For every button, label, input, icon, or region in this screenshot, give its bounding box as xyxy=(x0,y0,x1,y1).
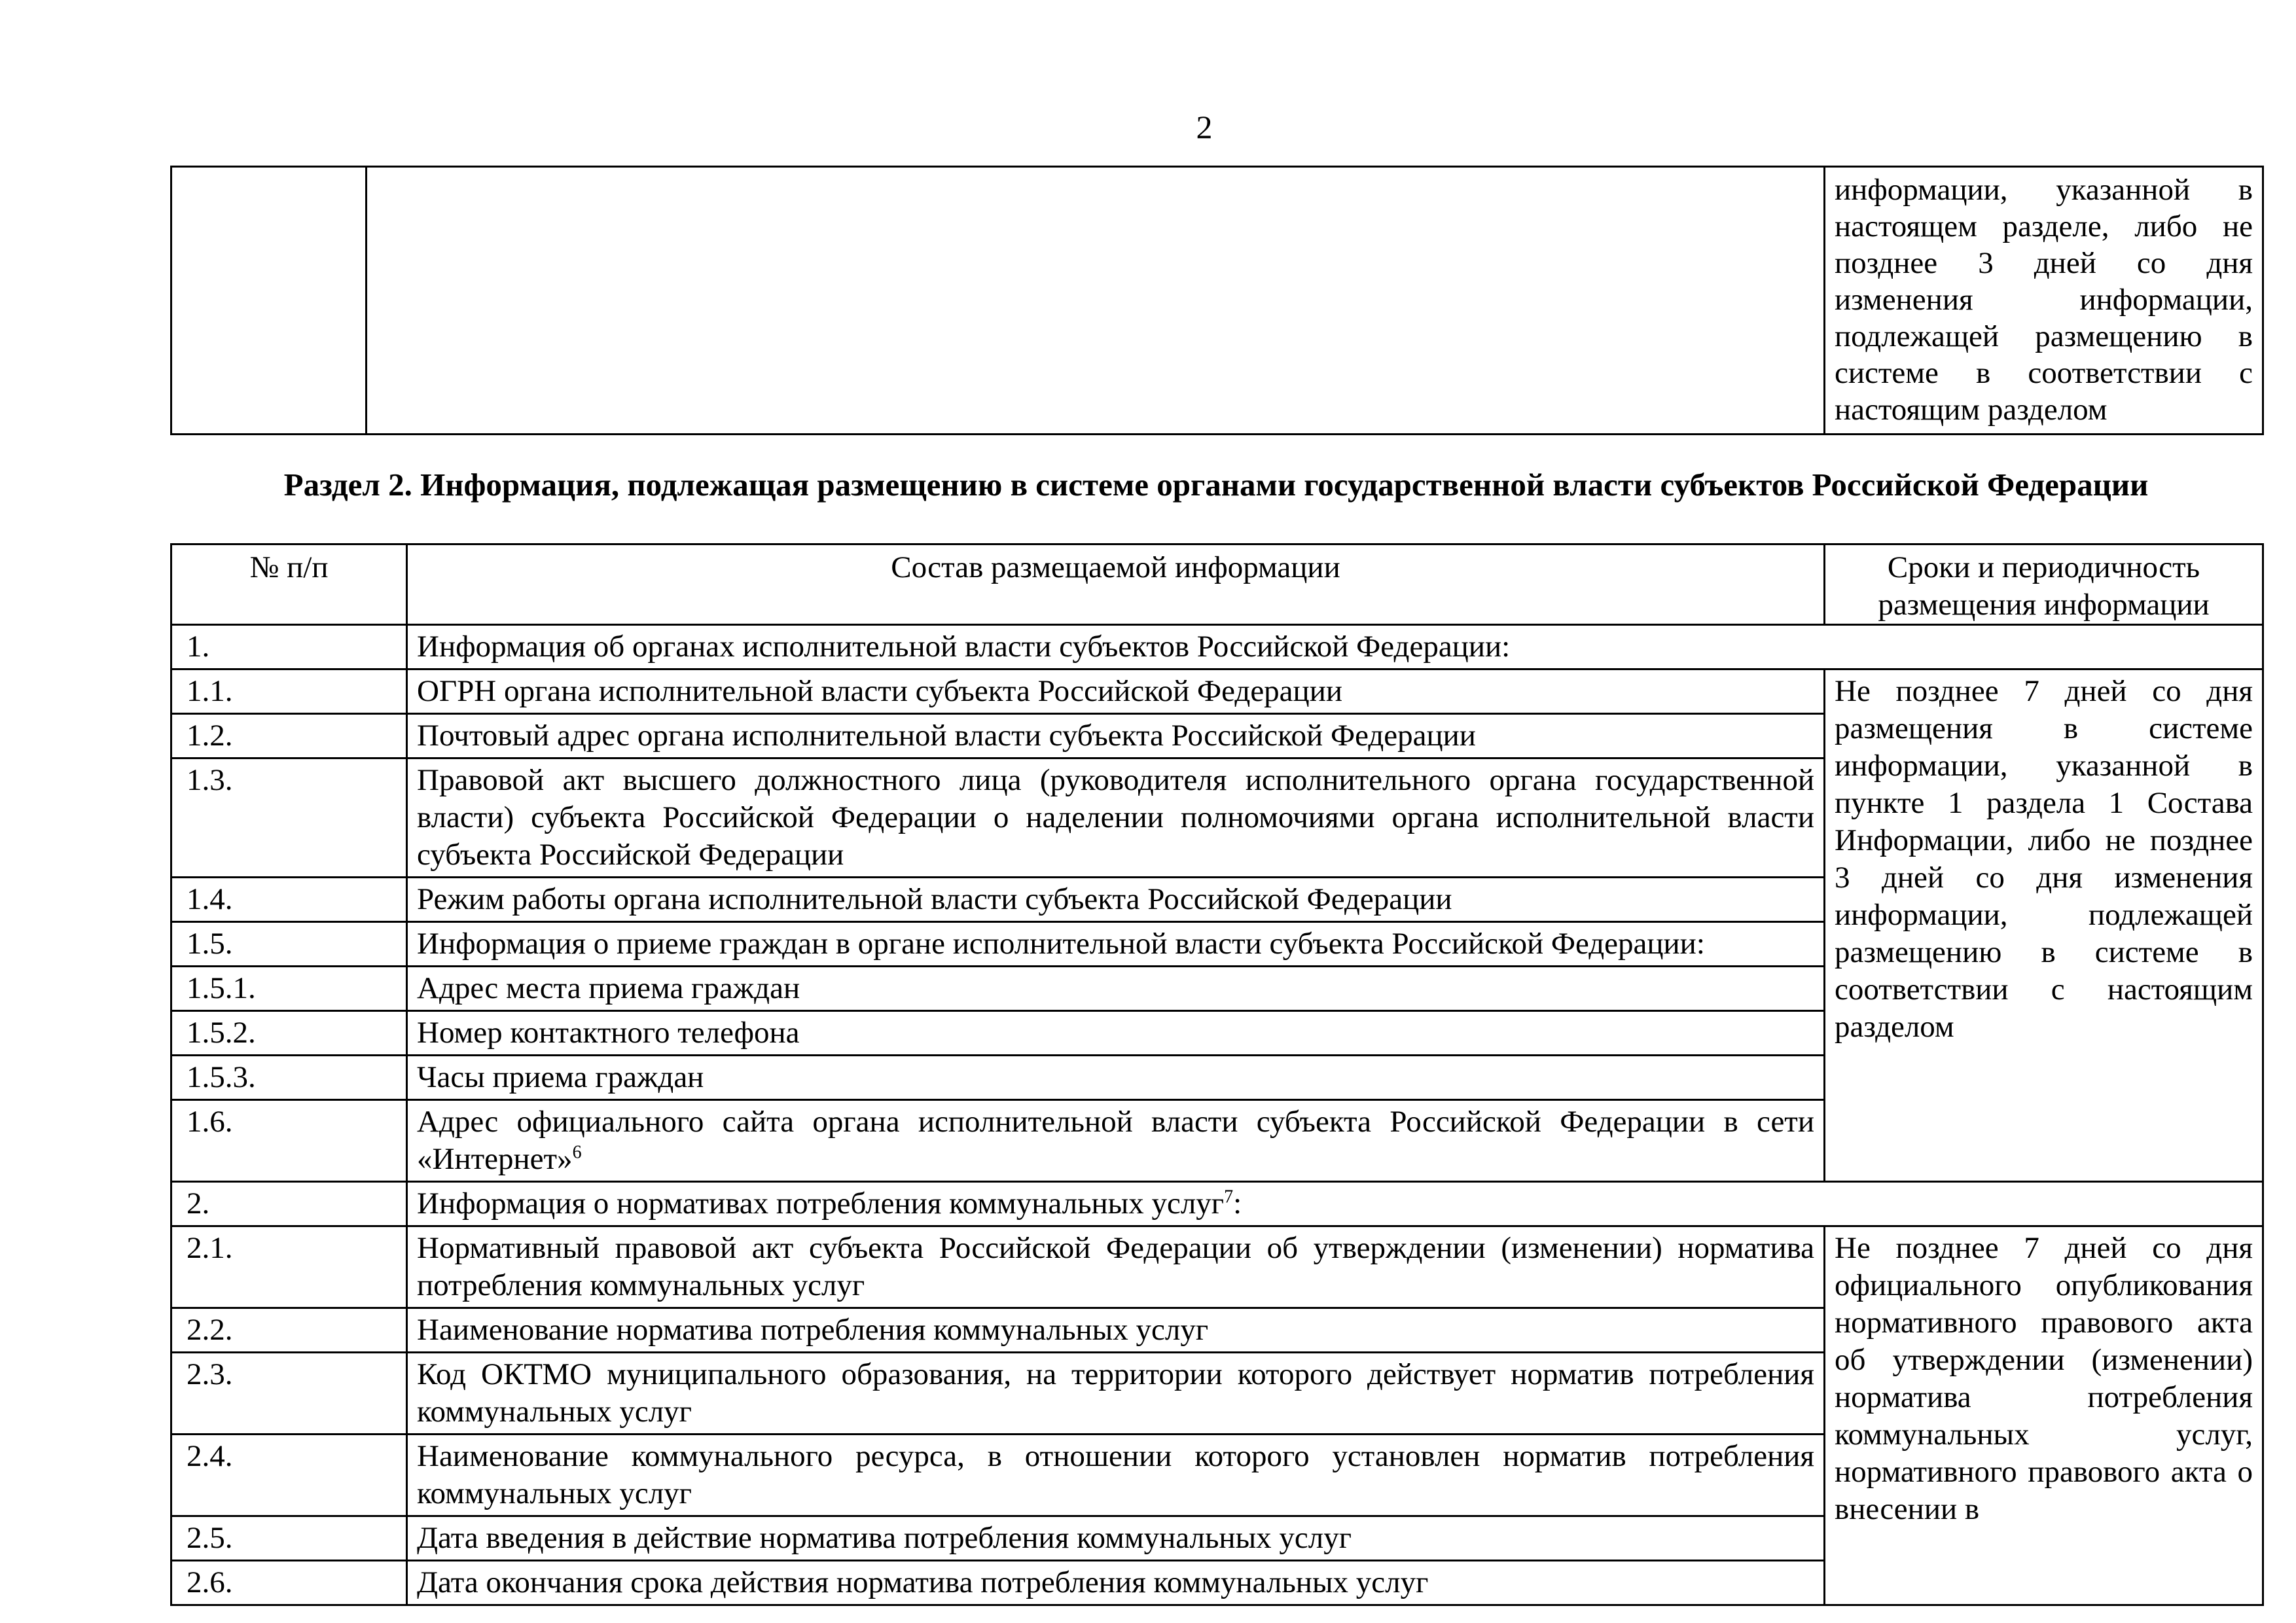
row-text: Наименование коммунального ресурса, в отношении которого установлен норматив потребления коммунальных услуг xyxy=(407,1435,1825,1516)
row-num: 1.1. xyxy=(171,669,407,714)
information-table xyxy=(170,543,2264,1606)
timing-cell: Не позднее 7 дней со дня официального опубликования нормативного правового акта об утверждении (изменении) норматива потребления коммунальных услуг, нормативного правового акта о внесении в xyxy=(1825,1226,2263,1605)
row-text: Часы приема граждан xyxy=(407,1056,1825,1100)
row-text: Номер контактного телефона xyxy=(407,1011,1825,1056)
row-num: 2.5. xyxy=(171,1516,407,1561)
continuation-table xyxy=(170,166,2264,435)
table-header-row xyxy=(171,544,2263,625)
row-text: Режим работы органа исполнительной власти субъекта Российской Федерации xyxy=(407,878,1825,922)
footnote-marker: 6 xyxy=(572,1142,582,1163)
continuation-timing-cell: информации, указанной в настоящем разделе, либо не позднее 3 дней со дня изменения информации, подлежащей размещению в системе в соответствии с настоящим разделом xyxy=(1825,167,2263,435)
row-text-suffix: : xyxy=(1233,1186,1242,1221)
footnote-marker: 7 xyxy=(1224,1186,1234,1207)
row-num: 2.1. xyxy=(171,1226,407,1308)
row-text: Код ОКТМО муниципального образования, на территории которого действует норматив потребления коммунальных услуг xyxy=(407,1353,1825,1435)
row-num: 1.3. xyxy=(171,758,407,878)
row-text: Информация об органах исполнительной власти субъектов Российской Федерации: xyxy=(407,625,2263,669)
row-num: 2.3. xyxy=(171,1353,407,1435)
timing-cell: Не позднее 7 дней со дня размещения в системе информации, указанной в пункте 1 раздела 1 Состава Информации, либо не позднее 3 дней со дня изменения информации, подлежащей размещению в системе в соответствии с настоящим разделом xyxy=(1825,669,2263,1182)
header-timing: Сроки и периодичность размещения информации xyxy=(1825,544,2263,625)
header-num: № п/п xyxy=(171,544,407,625)
row-num: 2.6. xyxy=(171,1561,407,1605)
row-text: Информация о нормативах потребления коммунальных услуг xyxy=(417,1186,1225,1221)
row-text: Почтовый адрес органа исполнительной власти субъекта Российской Федерации xyxy=(407,714,1825,758)
row-num: 2. xyxy=(171,1182,407,1226)
row-text: Адрес места приема граждан xyxy=(407,967,1825,1011)
continuation-num-cell xyxy=(171,167,367,435)
row-text: Наименование норматива потребления коммунальных услуг xyxy=(407,1308,1825,1353)
row-text: Правовой акт высшего должностного лица (руководителя исполнительного органа государственной власти) субъекта Российской Федерации о наделении полномочиями органа исполнительной власти субъекта Российской Федерации xyxy=(407,758,1825,878)
table-row xyxy=(171,1182,2263,1226)
page-number: 2 xyxy=(1196,109,1213,145)
header-content: Состав размещаемой информации xyxy=(407,544,1825,625)
row-num: 1. xyxy=(171,625,407,669)
row-text: Дата введения в действие норматива потребления коммунальных услуг xyxy=(407,1516,1825,1561)
row-text: Дата окончания срока действия норматива потребления коммунальных услуг xyxy=(407,1561,1825,1605)
row-text-cell xyxy=(407,1182,2263,1226)
row-num: 2.2. xyxy=(171,1308,407,1353)
row-num: 1.5. xyxy=(171,922,407,967)
row-text: Информация о приеме граждан в органе исполнительной власти субъекта Российской Федерации: xyxy=(407,922,1825,967)
row-text: ОГРН органа исполнительной власти субъекта Российской Федерации xyxy=(407,669,1825,714)
row-text: Адрес официального сайта органа исполнительной власти субъекта Российской Федерации в сети «Интернет» xyxy=(417,1105,1814,1176)
row-num: 1.6. xyxy=(171,1100,407,1182)
table-row xyxy=(171,1226,2263,1308)
row-text: Нормативный правовой акт субъекта Российской Федерации об утверждении (изменении) норматива потребления коммунальных услуг xyxy=(407,1226,1825,1308)
row-num: 1.5.3. xyxy=(171,1056,407,1100)
table-row xyxy=(171,669,2263,714)
row-text-cell xyxy=(407,1100,1825,1182)
section-title: Раздел 2. Информация, подлежащая размещению в системе органами государственной власти субъектов Российской Федерации xyxy=(283,467,2149,503)
row-num: 1.2. xyxy=(171,714,407,758)
continuation-content-cell xyxy=(367,167,1825,435)
row-num: 1.4. xyxy=(171,878,407,922)
table-row xyxy=(171,167,2263,435)
row-num: 2.4. xyxy=(171,1435,407,1516)
row-num: 1.5.2. xyxy=(171,1011,407,1056)
table-row xyxy=(171,625,2263,669)
row-num: 1.5.1. xyxy=(171,967,407,1011)
